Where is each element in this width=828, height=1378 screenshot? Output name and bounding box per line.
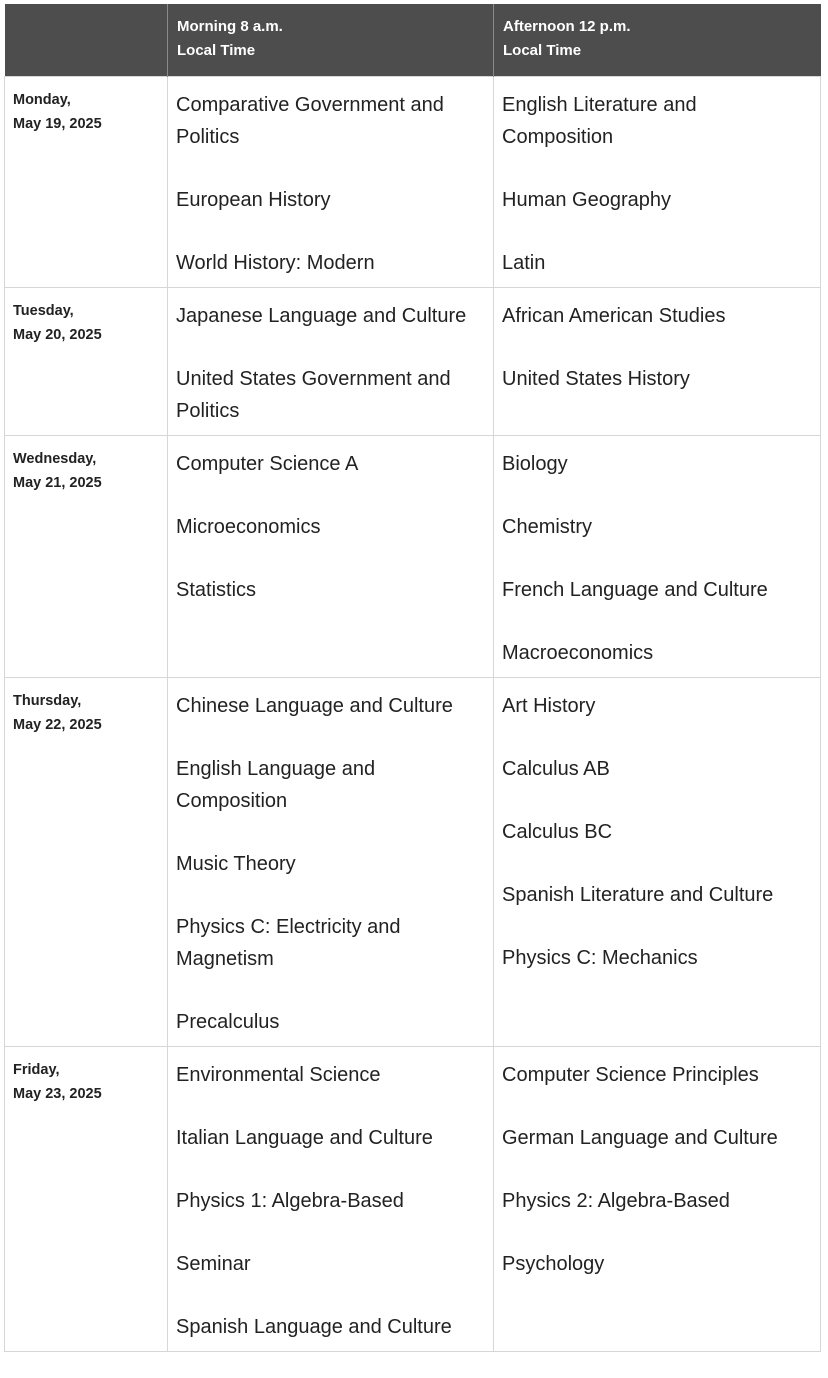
afternoon-exam-list xyxy=(502,690,812,974)
header-morning-time: Morning 8 a.m. xyxy=(177,18,283,35)
exam-item: Japanese Language and Culture xyxy=(176,305,467,327)
morning-exam-list xyxy=(176,89,485,279)
date-cell xyxy=(5,678,168,1047)
exam-item: Computer Science Principles xyxy=(502,1064,759,1086)
header-row xyxy=(5,4,821,77)
date-label: May 22, 2025 xyxy=(13,717,102,733)
exam-item: English Language and Composition xyxy=(176,758,376,812)
afternoon-exams-cell xyxy=(494,1047,821,1352)
date-label: May 19, 2025 xyxy=(13,116,102,132)
exam-item: Human Geography xyxy=(502,189,671,211)
morning-exam-list xyxy=(176,1059,485,1343)
exam-item: Spanish Literature and Culture xyxy=(502,884,774,906)
date-cell xyxy=(5,1047,168,1352)
morning-exams-cell xyxy=(168,1047,494,1352)
exam-item: Macroeconomics xyxy=(502,642,654,664)
morning-exams-cell xyxy=(168,678,494,1047)
header-morning-zone: Local Time xyxy=(177,42,256,59)
exam-item: Psychology xyxy=(502,1253,605,1275)
afternoon-exams-cell xyxy=(494,288,821,436)
date-cell xyxy=(5,288,168,436)
exam-item: Physics C: Electricity and Magnetism xyxy=(176,916,401,970)
morning-exam-list xyxy=(176,448,485,606)
table-row xyxy=(5,678,821,1047)
exam-item: Calculus BC xyxy=(502,821,613,843)
table-row xyxy=(5,77,821,288)
morning-exams-cell xyxy=(168,436,494,678)
header-morning xyxy=(168,4,494,77)
morning-exams-cell xyxy=(168,77,494,288)
exam-item: Precalculus xyxy=(176,1011,280,1033)
exam-item: Seminar xyxy=(176,1253,251,1275)
exam-item: Physics 1: Algebra-Based xyxy=(176,1190,404,1212)
exam-item: Art History xyxy=(502,695,596,717)
date-label: May 21, 2025 xyxy=(13,475,102,491)
exam-item: United States Government and Politics xyxy=(176,368,451,422)
exam-schedule-table xyxy=(4,4,821,1352)
afternoon-exams-cell xyxy=(494,678,821,1047)
weekday-label: Tuesday, xyxy=(13,303,74,319)
exam-item: Biology xyxy=(502,453,568,475)
afternoon-exams-cell xyxy=(494,77,821,288)
table-row xyxy=(5,436,821,678)
exam-item: Computer Science A xyxy=(176,453,359,475)
exam-item: Chinese Language and Culture xyxy=(176,695,453,717)
exam-item: English Literature and Composition xyxy=(502,94,697,148)
table-body xyxy=(5,77,821,1352)
exam-item: Comparative Government and Politics xyxy=(176,94,444,148)
weekday-label: Thursday, xyxy=(13,693,82,709)
afternoon-exam-list xyxy=(502,448,812,669)
exam-item: Statistics xyxy=(176,579,257,601)
exam-item: Chemistry xyxy=(502,516,593,538)
morning-exam-list xyxy=(176,300,485,427)
table-row xyxy=(5,1047,821,1352)
date-cell xyxy=(5,436,168,678)
header-date xyxy=(5,4,168,77)
date-label: May 20, 2025 xyxy=(13,327,102,343)
exam-item: Physics C: Mechanics xyxy=(502,947,698,969)
exam-item: Italian Language and Culture xyxy=(176,1127,433,1149)
table-row xyxy=(5,288,821,436)
exam-item: United States History xyxy=(502,368,690,390)
exam-item: Music Theory xyxy=(176,853,296,875)
weekday-label: Wednesday, xyxy=(13,451,97,467)
exam-item: Microeconomics xyxy=(176,516,321,538)
table-header xyxy=(5,4,821,77)
exam-item: World History: Modern xyxy=(176,252,375,274)
header-afternoon-zone: Local Time xyxy=(503,42,582,59)
weekday-label: Friday, xyxy=(13,1062,60,1078)
morning-exam-list xyxy=(176,690,485,1038)
exam-item: European History xyxy=(176,189,331,211)
afternoon-exam-list xyxy=(502,1059,812,1280)
header-afternoon xyxy=(494,4,821,77)
header-afternoon-time: Afternoon 12 p.m. xyxy=(503,18,631,35)
afternoon-exams-cell xyxy=(494,436,821,678)
morning-exams-cell xyxy=(168,288,494,436)
exam-item: African American Studies xyxy=(502,305,726,327)
exam-item: Physics 2: Algebra-Based xyxy=(502,1190,730,1212)
date-cell xyxy=(5,77,168,288)
afternoon-exam-list xyxy=(502,300,812,395)
exam-item: Spanish Language and Culture xyxy=(176,1316,452,1338)
exam-item: French Language and Culture xyxy=(502,579,768,601)
weekday-label: Monday, xyxy=(13,92,71,108)
exam-item: Latin xyxy=(502,252,546,274)
exam-item: Environmental Science xyxy=(176,1064,381,1086)
exam-item: Calculus AB xyxy=(502,758,610,780)
afternoon-exam-list xyxy=(502,89,812,279)
date-label: May 23, 2025 xyxy=(13,1086,102,1102)
exam-item: German Language and Culture xyxy=(502,1127,778,1149)
